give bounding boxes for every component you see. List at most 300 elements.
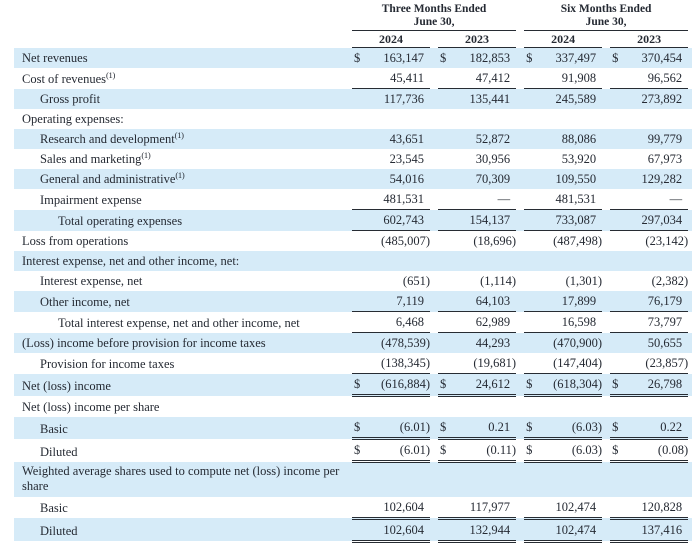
column-gap (516, 312, 524, 333)
dollar-sign (524, 291, 540, 312)
column-gap (602, 251, 610, 271)
row-pad (688, 497, 692, 519)
dollar-sign (524, 333, 540, 354)
dollar-sign (438, 68, 454, 89)
dollar-sign (438, 169, 454, 189)
dollar-sign (352, 89, 368, 110)
table-row (14, 48, 692, 69)
dollar-sign (524, 189, 540, 210)
row-pad (688, 68, 692, 89)
dollar-sign (438, 291, 454, 312)
dollar-sign (610, 210, 626, 231)
value-cell (540, 251, 602, 271)
column-gap (516, 417, 524, 439)
value-cell (368, 251, 430, 271)
value-cell: 73,797 (626, 312, 688, 333)
value-cell: (618,304) (540, 374, 602, 396)
column-gap (430, 396, 438, 418)
row-pad (688, 89, 692, 110)
column-gap (430, 109, 438, 129)
dollar-sign: $ (440, 51, 447, 65)
dollar-sign: $ (524, 374, 540, 396)
value-cell: 45,411 (368, 68, 430, 89)
value-cell: 62,989 (454, 312, 516, 333)
value-cell (454, 251, 516, 271)
table-row (14, 497, 692, 519)
dollar-sign (524, 68, 540, 89)
table-row (14, 129, 692, 149)
dollar-sign: $ (352, 417, 368, 439)
column-gap (516, 68, 524, 89)
value-cell: (19,681) (454, 353, 516, 374)
column-gap (602, 149, 610, 169)
column-gap (430, 497, 438, 519)
dollar-sign (610, 231, 626, 252)
dollar-sign (352, 462, 368, 497)
dollar-sign (438, 333, 454, 354)
column-gap (516, 169, 524, 189)
value-cell: 163,147 (383, 51, 424, 65)
dollar-sign (438, 312, 454, 333)
dollar-sign (524, 251, 540, 271)
column-gap (602, 189, 610, 210)
column-gap (602, 312, 610, 333)
dollar-sign (352, 271, 368, 291)
column-gap (430, 353, 438, 374)
value-cell: 481,531 (540, 189, 602, 210)
column-gap (516, 291, 524, 312)
dollar-sign (352, 210, 368, 231)
row-label: Total interest expense, net and other income, net (58, 315, 300, 330)
value-cell: 117,736 (383, 92, 424, 106)
value-cell: (0.11) (454, 439, 516, 462)
row-pad (688, 518, 692, 541)
value-cell: 53,920 (561, 152, 597, 166)
header-spacer (14, 2, 352, 31)
table-row (14, 68, 692, 89)
column-gap (516, 333, 524, 354)
column-group-three-months (352, 2, 516, 31)
value-cell: — (626, 189, 688, 210)
table-row (14, 210, 692, 231)
value-cell: (1,301) (565, 274, 603, 288)
value-cell: 16,598 (540, 312, 602, 333)
dollar-sign (438, 462, 454, 497)
column-gap (602, 462, 610, 497)
value-cell: (478,539) (381, 336, 430, 350)
dollar-sign (352, 353, 368, 374)
row-label: Diluted (40, 444, 78, 459)
dollar-sign (524, 312, 540, 333)
value-cell: (1,114) (480, 274, 517, 288)
column-gap (516, 129, 524, 149)
year-header: 2023 (610, 31, 688, 48)
dollar-sign (610, 271, 626, 291)
row-label: Sales and marketing$^{(1)}$ (40, 149, 151, 166)
table-row (14, 271, 692, 291)
value-cell: (23,142) (645, 234, 689, 248)
value-cell: (6.03) (540, 439, 602, 462)
value-cell: 30,956 (475, 152, 511, 166)
dollar-sign (438, 353, 454, 374)
column-gap (430, 189, 438, 210)
row-pad (688, 374, 692, 396)
column-gap (516, 462, 524, 497)
group-title-line1: Three Months Ended (381, 3, 487, 15)
column-gap (430, 149, 438, 169)
header-gap (516, 2, 524, 31)
header-gap (430, 31, 438, 48)
column-gap (602, 333, 610, 354)
dollar-sign (352, 169, 368, 189)
table-row (14, 109, 692, 129)
column-gap (516, 210, 524, 231)
dollar-sign (524, 89, 540, 110)
value-cell: 102,474 (540, 497, 602, 519)
table-row (14, 231, 692, 252)
table-row (14, 89, 692, 110)
year-header: 2024 (524, 31, 602, 48)
dollar-sign (438, 189, 454, 210)
value-cell (626, 109, 688, 129)
dollar-sign (352, 518, 368, 541)
column-gap (516, 149, 524, 169)
dollar-sign: $ (438, 439, 454, 462)
column-gap (602, 396, 610, 418)
column-gap (430, 439, 438, 462)
value-cell (540, 109, 602, 129)
dollar-sign (524, 396, 540, 418)
value-cell: 602,743 (368, 210, 430, 231)
value-cell: 76,179 (626, 291, 688, 312)
table-row (14, 169, 692, 189)
table-row (14, 189, 692, 210)
dollar-sign (524, 497, 540, 519)
dollar-sign (438, 129, 454, 149)
value-cell: 137,416 (626, 518, 688, 541)
row-label: Other income, net (40, 294, 130, 309)
value-cell: 50,655 (647, 336, 683, 350)
column-gap (430, 251, 438, 271)
column-gap (602, 271, 610, 291)
dollar-sign: $ (610, 439, 626, 462)
column-gap (602, 231, 610, 252)
value-cell: 0.22 (626, 417, 688, 439)
dollar-sign: $ (354, 51, 361, 65)
value-cell: 182,853 (469, 51, 511, 65)
dollar-sign (352, 109, 368, 129)
value-cell: 91,908 (540, 68, 602, 89)
table-row (14, 518, 692, 541)
column-gap (430, 210, 438, 231)
dollar-sign (352, 251, 368, 271)
value-cell: 23,545 (389, 152, 424, 166)
value-cell: (616,884) (368, 374, 430, 396)
value-cell: 481,531 (368, 189, 430, 210)
column-gap (602, 109, 610, 129)
year-header: 2024 (352, 31, 430, 48)
dollar-sign (610, 149, 626, 169)
table-row (14, 462, 692, 497)
dollar-sign (610, 462, 626, 497)
row-pad (688, 291, 692, 312)
column-gap (430, 291, 438, 312)
row-label: Impairment expense (40, 192, 142, 207)
value-cell (454, 396, 516, 418)
row-label: Basic (40, 501, 68, 515)
dollar-sign (610, 333, 626, 354)
column-gap (516, 89, 524, 110)
dollar-sign (438, 396, 454, 418)
value-cell: 67,973 (647, 152, 683, 166)
value-cell: 102,604 (368, 497, 430, 519)
column-gap (430, 417, 438, 439)
column-gap (602, 374, 610, 396)
value-cell: 17,899 (540, 291, 602, 312)
header-pad (688, 2, 692, 31)
dollar-sign: $ (610, 374, 626, 396)
value-cell: 102,474 (540, 518, 602, 541)
row-label: Net (loss) income per share (22, 400, 160, 414)
dollar-sign (438, 89, 454, 110)
dollar-sign: $ (526, 51, 533, 65)
table-row (14, 439, 692, 462)
row-label: Net revenues (22, 51, 88, 65)
column-gap (602, 417, 610, 439)
dollar-sign: $ (438, 417, 454, 439)
value-cell: (138,345) (368, 353, 430, 374)
value-cell: — (454, 189, 516, 210)
row-label: Loss from operations (22, 234, 129, 248)
dollar-sign (352, 68, 368, 89)
header-gap (602, 31, 610, 48)
dollar-sign: $ (610, 417, 626, 439)
column-gap (602, 439, 610, 462)
value-cell: 0.21 (454, 417, 516, 439)
footnote-marker: (1) (106, 69, 116, 80)
row-label: Interest expense, net and other income, net: (22, 254, 240, 268)
row-pad (688, 149, 692, 169)
row-pad (688, 462, 692, 497)
dollar-sign (352, 396, 368, 418)
value-cell: 370,454 (641, 51, 683, 65)
value-cell: 7,119 (368, 291, 430, 312)
row-pad (688, 396, 692, 418)
column-gap (430, 68, 438, 89)
row-pad (688, 231, 692, 252)
column-gap (430, 89, 438, 110)
row-pad (688, 251, 692, 271)
row-pad (688, 333, 692, 354)
dollar-sign (610, 109, 626, 129)
dollar-sign (610, 169, 626, 189)
column-gap (430, 374, 438, 396)
column-gap (602, 89, 610, 110)
column-gap (602, 68, 610, 89)
table-header (14, 2, 692, 48)
table-row (14, 291, 692, 312)
row-label: Basic (40, 421, 68, 436)
row-pad (688, 48, 692, 69)
table-row (14, 312, 692, 333)
value-cell: 52,872 (475, 132, 511, 146)
value-cell: (487,498) (553, 234, 603, 248)
value-cell: (6.01) (368, 439, 430, 462)
value-cell: 102,604 (368, 518, 430, 541)
table-row (14, 374, 692, 396)
column-gap (516, 271, 524, 291)
value-cell: (6.03) (540, 417, 602, 439)
column-group-six-months (524, 2, 688, 31)
row-label: General and administrative$^{(1)}$ (40, 169, 185, 186)
value-cell (368, 462, 430, 497)
year-header-row (14, 31, 692, 48)
row-label: Operating expenses: (22, 112, 124, 126)
value-cell: 44,293 (475, 336, 511, 350)
value-cell (454, 109, 516, 129)
row-pad (688, 109, 692, 129)
table-row (14, 417, 692, 439)
row-label: (Loss) income before provision for income taxes (22, 336, 266, 350)
value-cell: (6.01) (368, 417, 430, 439)
dollar-sign (610, 291, 626, 312)
value-cell (626, 396, 688, 418)
row-label: Research and development$^{(1)}$ (40, 129, 184, 146)
value-cell: 132,944 (454, 518, 516, 541)
dollar-sign (352, 189, 368, 210)
row-pad (688, 169, 692, 189)
footnote-marker: (1) (141, 149, 151, 160)
column-gap (602, 129, 610, 149)
value-cell: 135,441 (469, 92, 511, 106)
dollar-sign (610, 353, 626, 374)
dollar-sign (610, 312, 626, 333)
dollar-sign (524, 210, 540, 231)
dollar-sign (524, 129, 540, 149)
table-row (14, 149, 692, 169)
row-label: Provision for income taxes (40, 356, 175, 371)
column-gap (516, 497, 524, 519)
column-gap (430, 462, 438, 497)
row-pad (688, 353, 692, 374)
column-gap (516, 231, 524, 252)
column-gap (602, 497, 610, 519)
dollar-sign (610, 497, 626, 519)
row-label: Gross profit (40, 92, 101, 106)
column-gap (516, 251, 524, 271)
group-title-line1: Six Months Ended (560, 3, 652, 15)
dollar-sign: $ (352, 439, 368, 462)
value-cell: (485,007) (381, 234, 430, 248)
column-gap (602, 518, 610, 541)
header-pad (688, 31, 692, 48)
row-pad (688, 210, 692, 231)
column-gap (516, 353, 524, 374)
dollar-sign (352, 497, 368, 519)
table-row (14, 396, 692, 418)
dollar-sign (438, 271, 454, 291)
value-cell: 64,103 (454, 291, 516, 312)
column-gap (430, 333, 438, 354)
period-group-header-row (14, 2, 692, 31)
table-body (14, 48, 692, 542)
value-cell: (23,857) (626, 353, 688, 374)
dollar-sign (610, 68, 626, 89)
column-gap (516, 374, 524, 396)
value-cell: 297,034 (626, 210, 688, 231)
value-cell: 733,087 (540, 210, 602, 231)
value-cell: (2,382) (651, 274, 689, 288)
value-cell: 88,086 (561, 132, 597, 146)
value-cell: 109,550 (555, 172, 597, 186)
row-label: Cost of revenues$^{(1)}$ (22, 69, 116, 86)
column-gap (516, 518, 524, 541)
column-gap (430, 48, 438, 69)
value-cell (626, 251, 688, 271)
dollar-sign: $ (438, 374, 454, 396)
value-cell: 245,589 (555, 92, 597, 106)
column-gap (602, 291, 610, 312)
dollar-sign (438, 109, 454, 129)
dollar-sign (524, 109, 540, 129)
dollar-sign (438, 210, 454, 231)
header-gap (516, 31, 524, 48)
footnote-marker: (1) (174, 129, 184, 140)
dollar-sign (610, 129, 626, 149)
dollar-sign (438, 251, 454, 271)
dollar-sign (438, 231, 454, 252)
dollar-sign (438, 518, 454, 541)
dollar-sign (352, 333, 368, 354)
dollar-sign (438, 149, 454, 169)
value-cell: 26,798 (626, 374, 688, 396)
header-spacer (14, 31, 352, 48)
table-row (14, 353, 692, 374)
value-cell: 24,612 (454, 374, 516, 396)
row-label: Net (loss) income (22, 378, 111, 393)
value-cell: (18,696) (473, 234, 517, 248)
column-gap (516, 109, 524, 129)
dollar-sign (352, 129, 368, 149)
column-gap (516, 189, 524, 210)
column-gap (430, 231, 438, 252)
value-cell: 99,779 (647, 132, 683, 146)
dollar-sign (524, 518, 540, 541)
footnote-marker: (1) (175, 169, 185, 180)
column-gap (430, 129, 438, 149)
column-gap (430, 271, 438, 291)
value-cell (368, 109, 430, 129)
column-gap (430, 169, 438, 189)
value-cell: 6,468 (368, 312, 430, 333)
row-label: Interest expense, net (40, 274, 143, 288)
row-pad (688, 312, 692, 333)
value-cell: (470,900) (553, 336, 603, 350)
table-row (14, 333, 692, 354)
income-statement-table (14, 2, 692, 543)
column-gap (602, 210, 610, 231)
column-gap (602, 353, 610, 374)
row-pad (688, 271, 692, 291)
group-title-line2: June 30, (585, 15, 627, 28)
dollar-sign (524, 462, 540, 497)
dollar-sign (352, 312, 368, 333)
dollar-sign (610, 89, 626, 110)
column-gap (516, 48, 524, 69)
dollar-sign (352, 231, 368, 252)
value-cell (454, 462, 516, 497)
dollar-sign (524, 271, 540, 291)
